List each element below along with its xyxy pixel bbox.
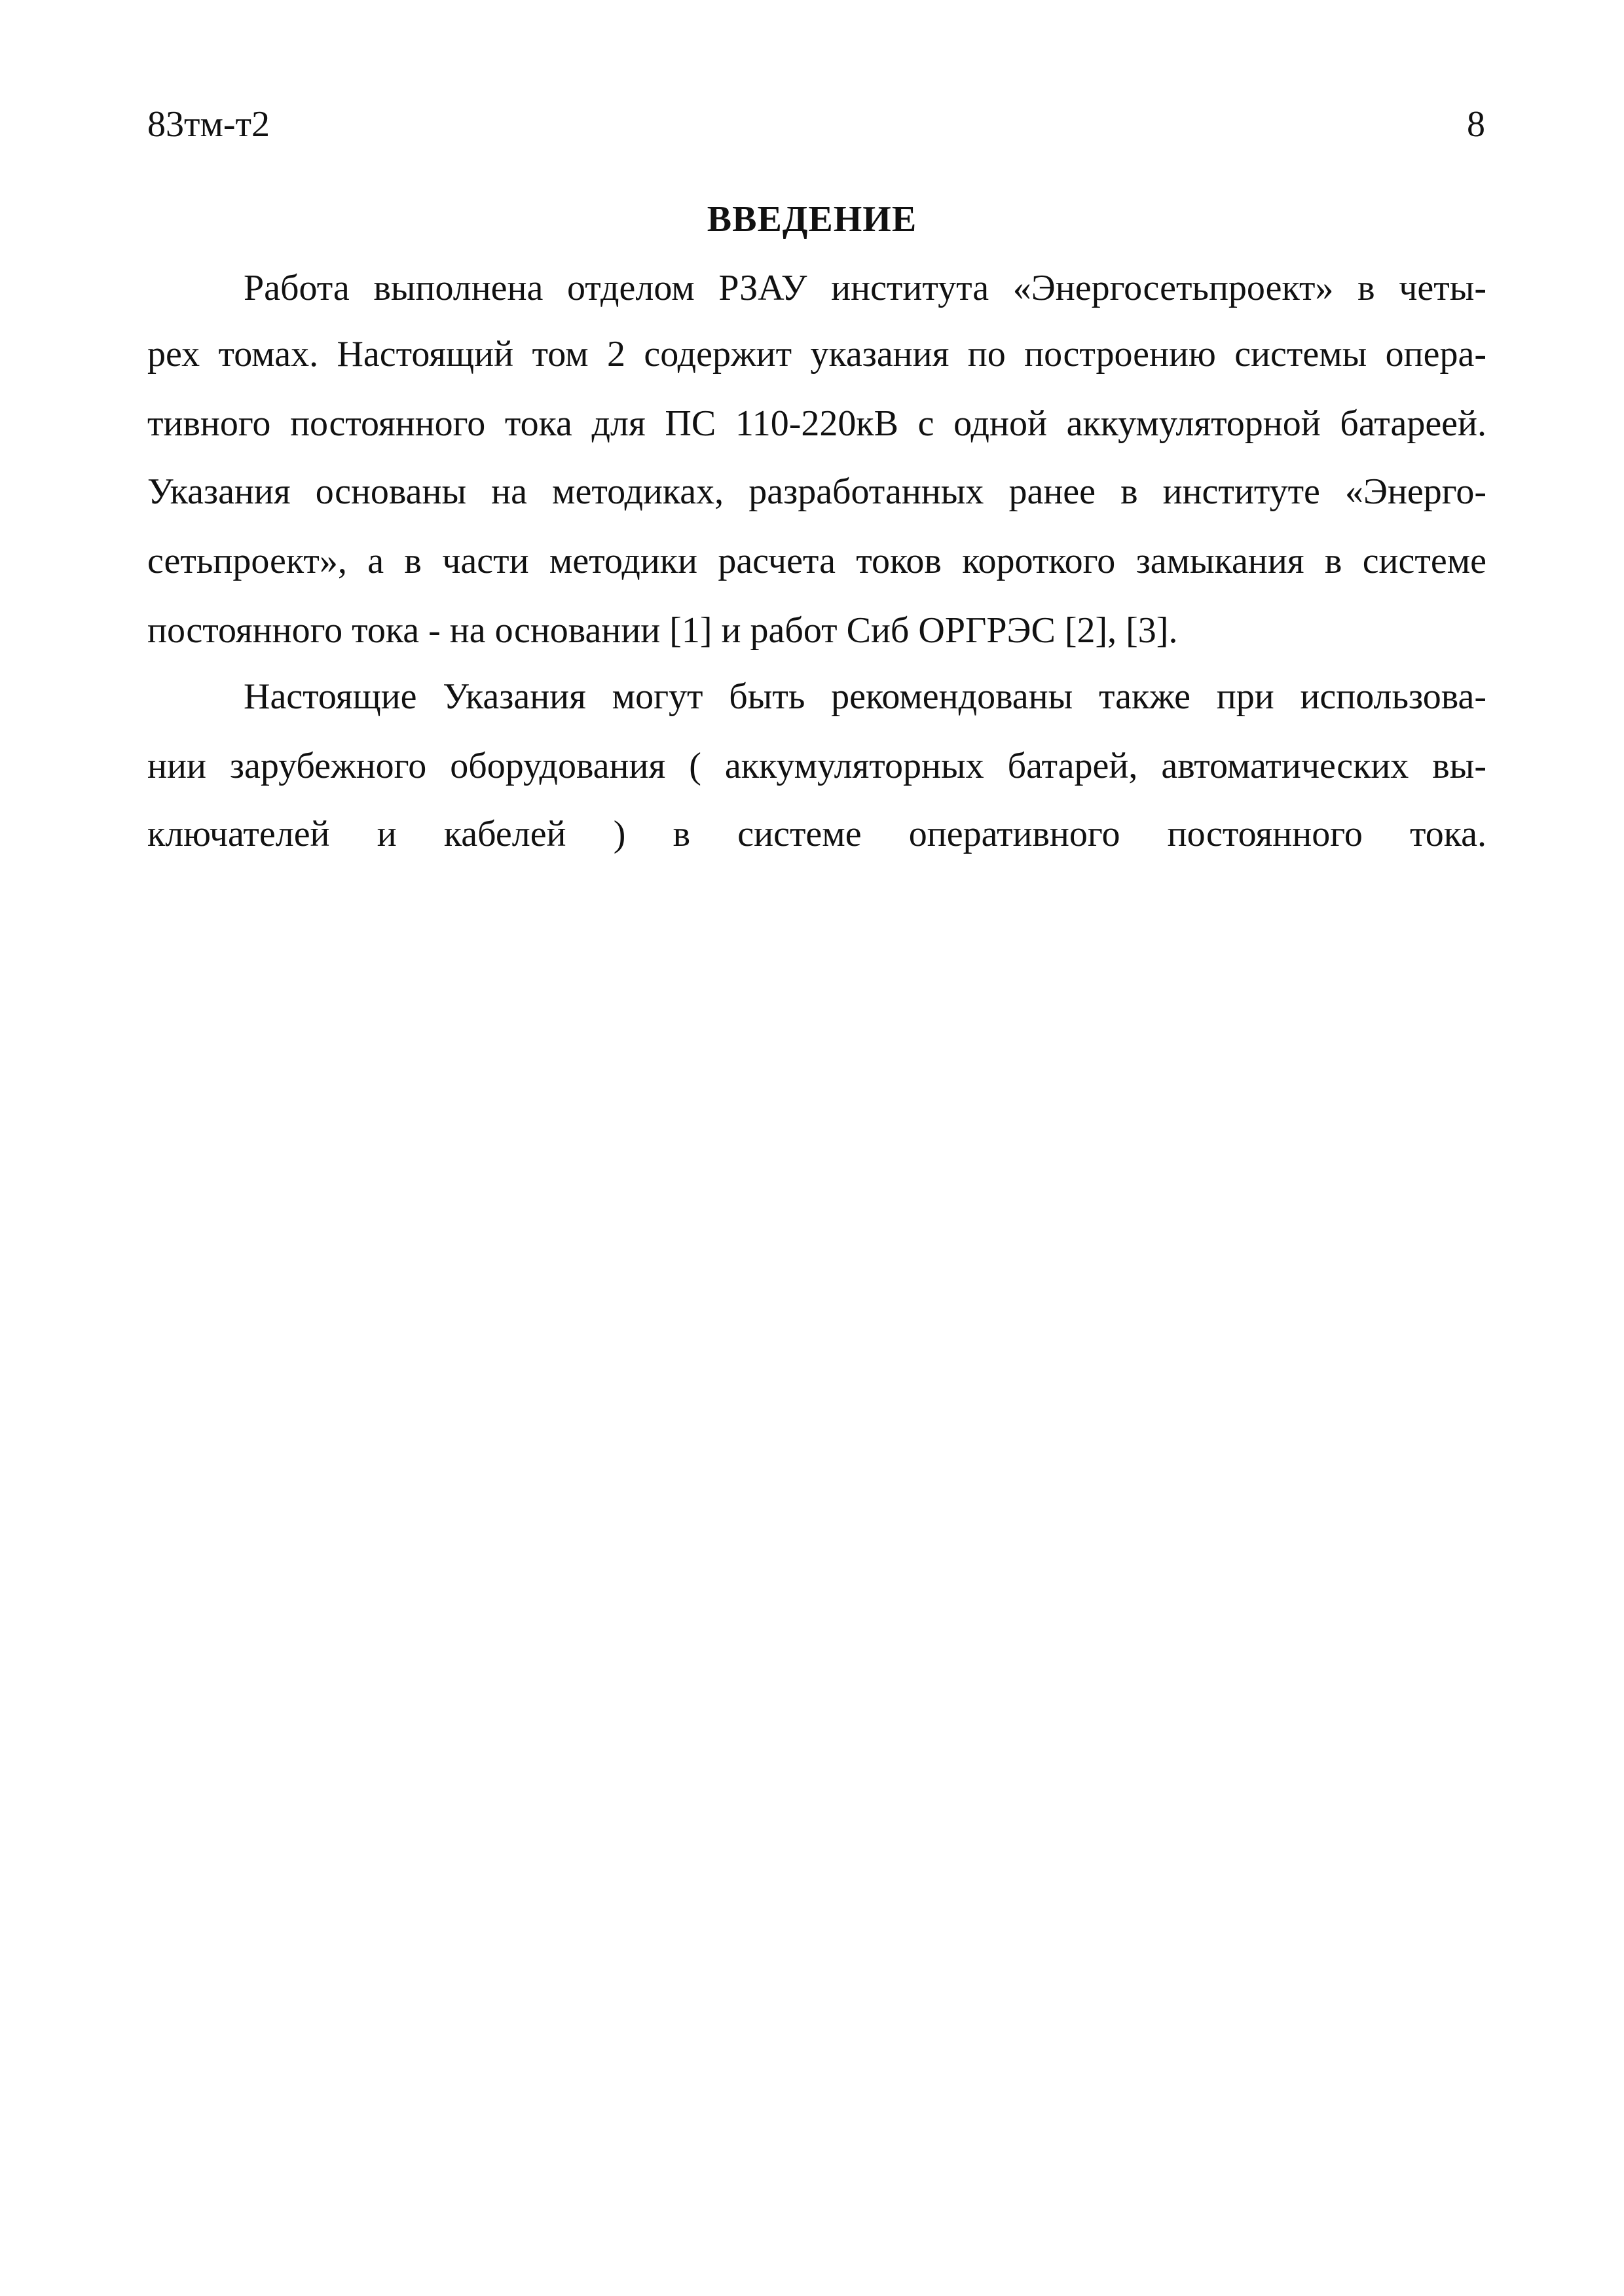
text-line-content: рех томах. Настоящий том 2 содержит указания по построению системы опера-	[147, 334, 1486, 374]
text-line	[147, 331, 1486, 377]
text-line-content: ключателей и кабелей ) в системе оперативного постоянного тока.	[147, 814, 1486, 854]
text-line	[147, 608, 1486, 653]
text-line	[147, 538, 1486, 584]
text-line-content: Настоящие Указания могут быть рекомендованы также при использова-	[244, 676, 1486, 717]
text-line-content: нии зарубежного оборудования ( аккумуляторных батарей, автоматических вы-	[147, 746, 1486, 786]
text-line-content: постоянного тока - на основании [1] и работ Сиб ОРГРЭС [2], [3].	[147, 610, 1178, 651]
text-line	[147, 469, 1486, 515]
text-line-content: сетьпроект», а в части методики расчета токов короткого замыкания в системе	[147, 541, 1486, 581]
text-line	[147, 811, 1486, 857]
text-line-content: Указания основаны на методиках, разработанных ранее в институте «Энерго-	[147, 471, 1486, 512]
text-line	[244, 265, 1486, 311]
text-line-content: тивного постоянного тока для ПС 110-220кВ с одной аккумуляторной батареей.	[147, 403, 1486, 444]
section-title: ВВЕДЕНИЕ	[707, 199, 917, 240]
document-code: 83тм-т2	[147, 104, 270, 145]
text-line	[147, 743, 1486, 789]
page-number: 8	[1467, 104, 1485, 145]
text-line	[244, 674, 1486, 720]
text-line	[147, 401, 1486, 446]
text-line-content: Работа выполнена отделом РЗАУ института «Энергосетьпроект» в четы-	[244, 268, 1486, 308]
